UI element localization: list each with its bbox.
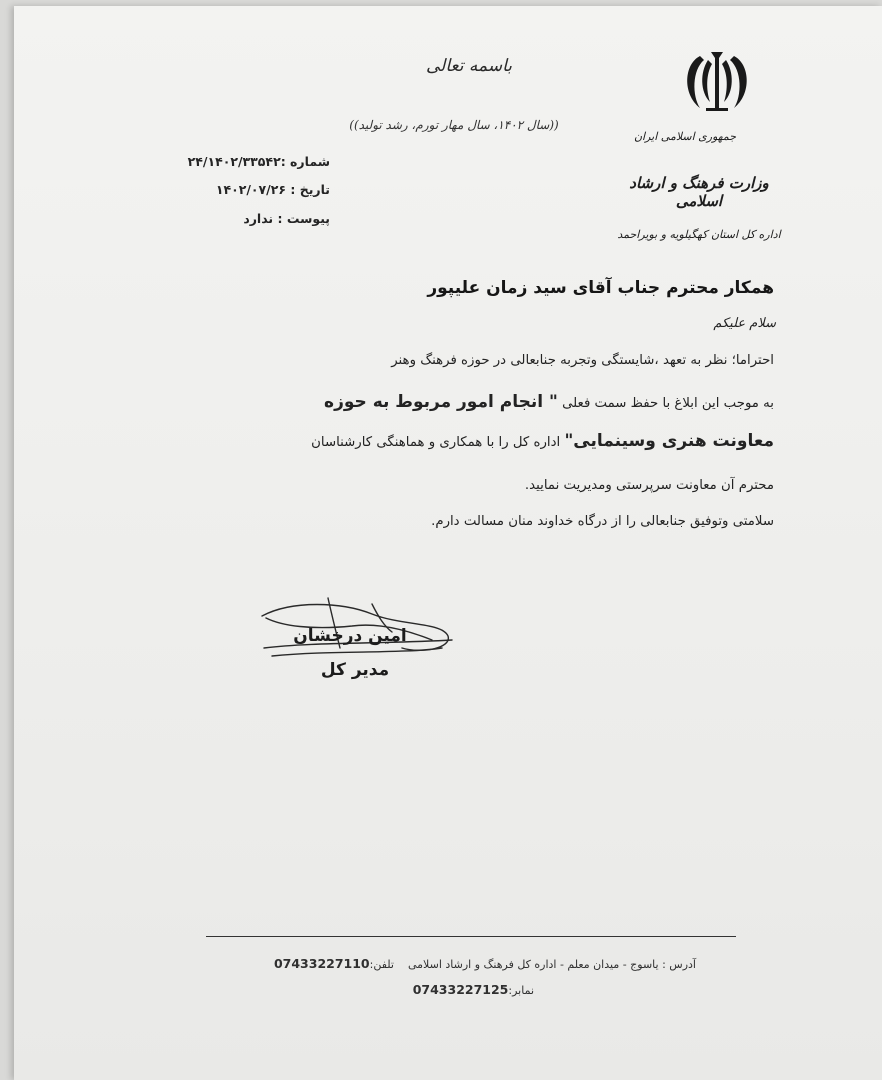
letter-attachment-value: ندارد (243, 211, 274, 226)
org-ministry: وزارت فرهنگ و ارشاد اسلامی (629, 174, 769, 210)
signer-name: امین درخشان (293, 626, 407, 646)
greeting: سلام علیکم (713, 316, 776, 331)
body-line-2-emphasis: " انجام امور مربوط به حوزه (324, 392, 558, 412)
letter-date-value: ۱۴۰۲/۰۷/۲۶ (215, 182, 286, 197)
letter-attachment (164, 211, 330, 226)
body-line-5: سلامتی وتوفیق جنابعالی را از درگاه خداوند منان مسالت دارم. (431, 514, 774, 529)
phone-label: تلفن: (369, 958, 394, 971)
body-line-2-text: به موجب این ابلاغ با حفظ سمت فعلی (562, 396, 774, 411)
iran-emblem-icon (678, 50, 756, 116)
letter-date (164, 182, 330, 197)
body-line-1: احتراما؛ نظر به تعهد ،شایستگی وتجربه جنابعالی در حوزه فرهنگ وهنر (391, 353, 774, 368)
signer-title: مدیر کل (320, 660, 390, 680)
year-motto: ((سال ۱۴۰۲، سال مهار تورم، رشد تولید)) (349, 118, 559, 132)
basmala: باسمه تعالی (426, 56, 512, 76)
letter-date-label: تاریخ : (290, 182, 330, 197)
body-line-3 (184, 431, 774, 451)
body-line-2 (184, 392, 774, 412)
phone-value: 07433227110 (273, 956, 370, 971)
fax-label: نمابر: (508, 984, 534, 997)
letter-number (164, 154, 330, 169)
org-department: اداره کل استان کهگیلویه و بویراحمد (617, 228, 781, 241)
fax-value: 07433227125 (412, 982, 509, 997)
addressee: همکار محترم جناب آقای سید زمان علیپور (427, 278, 774, 298)
org-country: جمهوری اسلامی ایران (633, 130, 737, 143)
body-line-4: محترم آن معاونت سرپرستی ومدیریت نمایید. (524, 478, 774, 493)
letter-number-label: شماره : (280, 154, 330, 169)
body-line-3-text: اداره کل را با همکاری و هماهنگی کارشناسان (311, 435, 561, 450)
letter-attachment-label: پیوست : (277, 211, 330, 226)
letter-number-value: ۲۴/۱۴۰۲/۳۳۵۴۲ (187, 154, 281, 169)
footer-fax (394, 982, 534, 997)
address-text: یاسوج - میدان معلم - اداره کل فرهنگ و ارشاد اسلامی (408, 958, 659, 971)
letter-page (14, 6, 882, 1080)
footer-address (246, 956, 696, 971)
body-line-3-emphasis: معاونت هنری وسینمایی" (564, 431, 774, 451)
address-label: آدرس : (662, 958, 696, 971)
footer-divider (206, 936, 736, 937)
